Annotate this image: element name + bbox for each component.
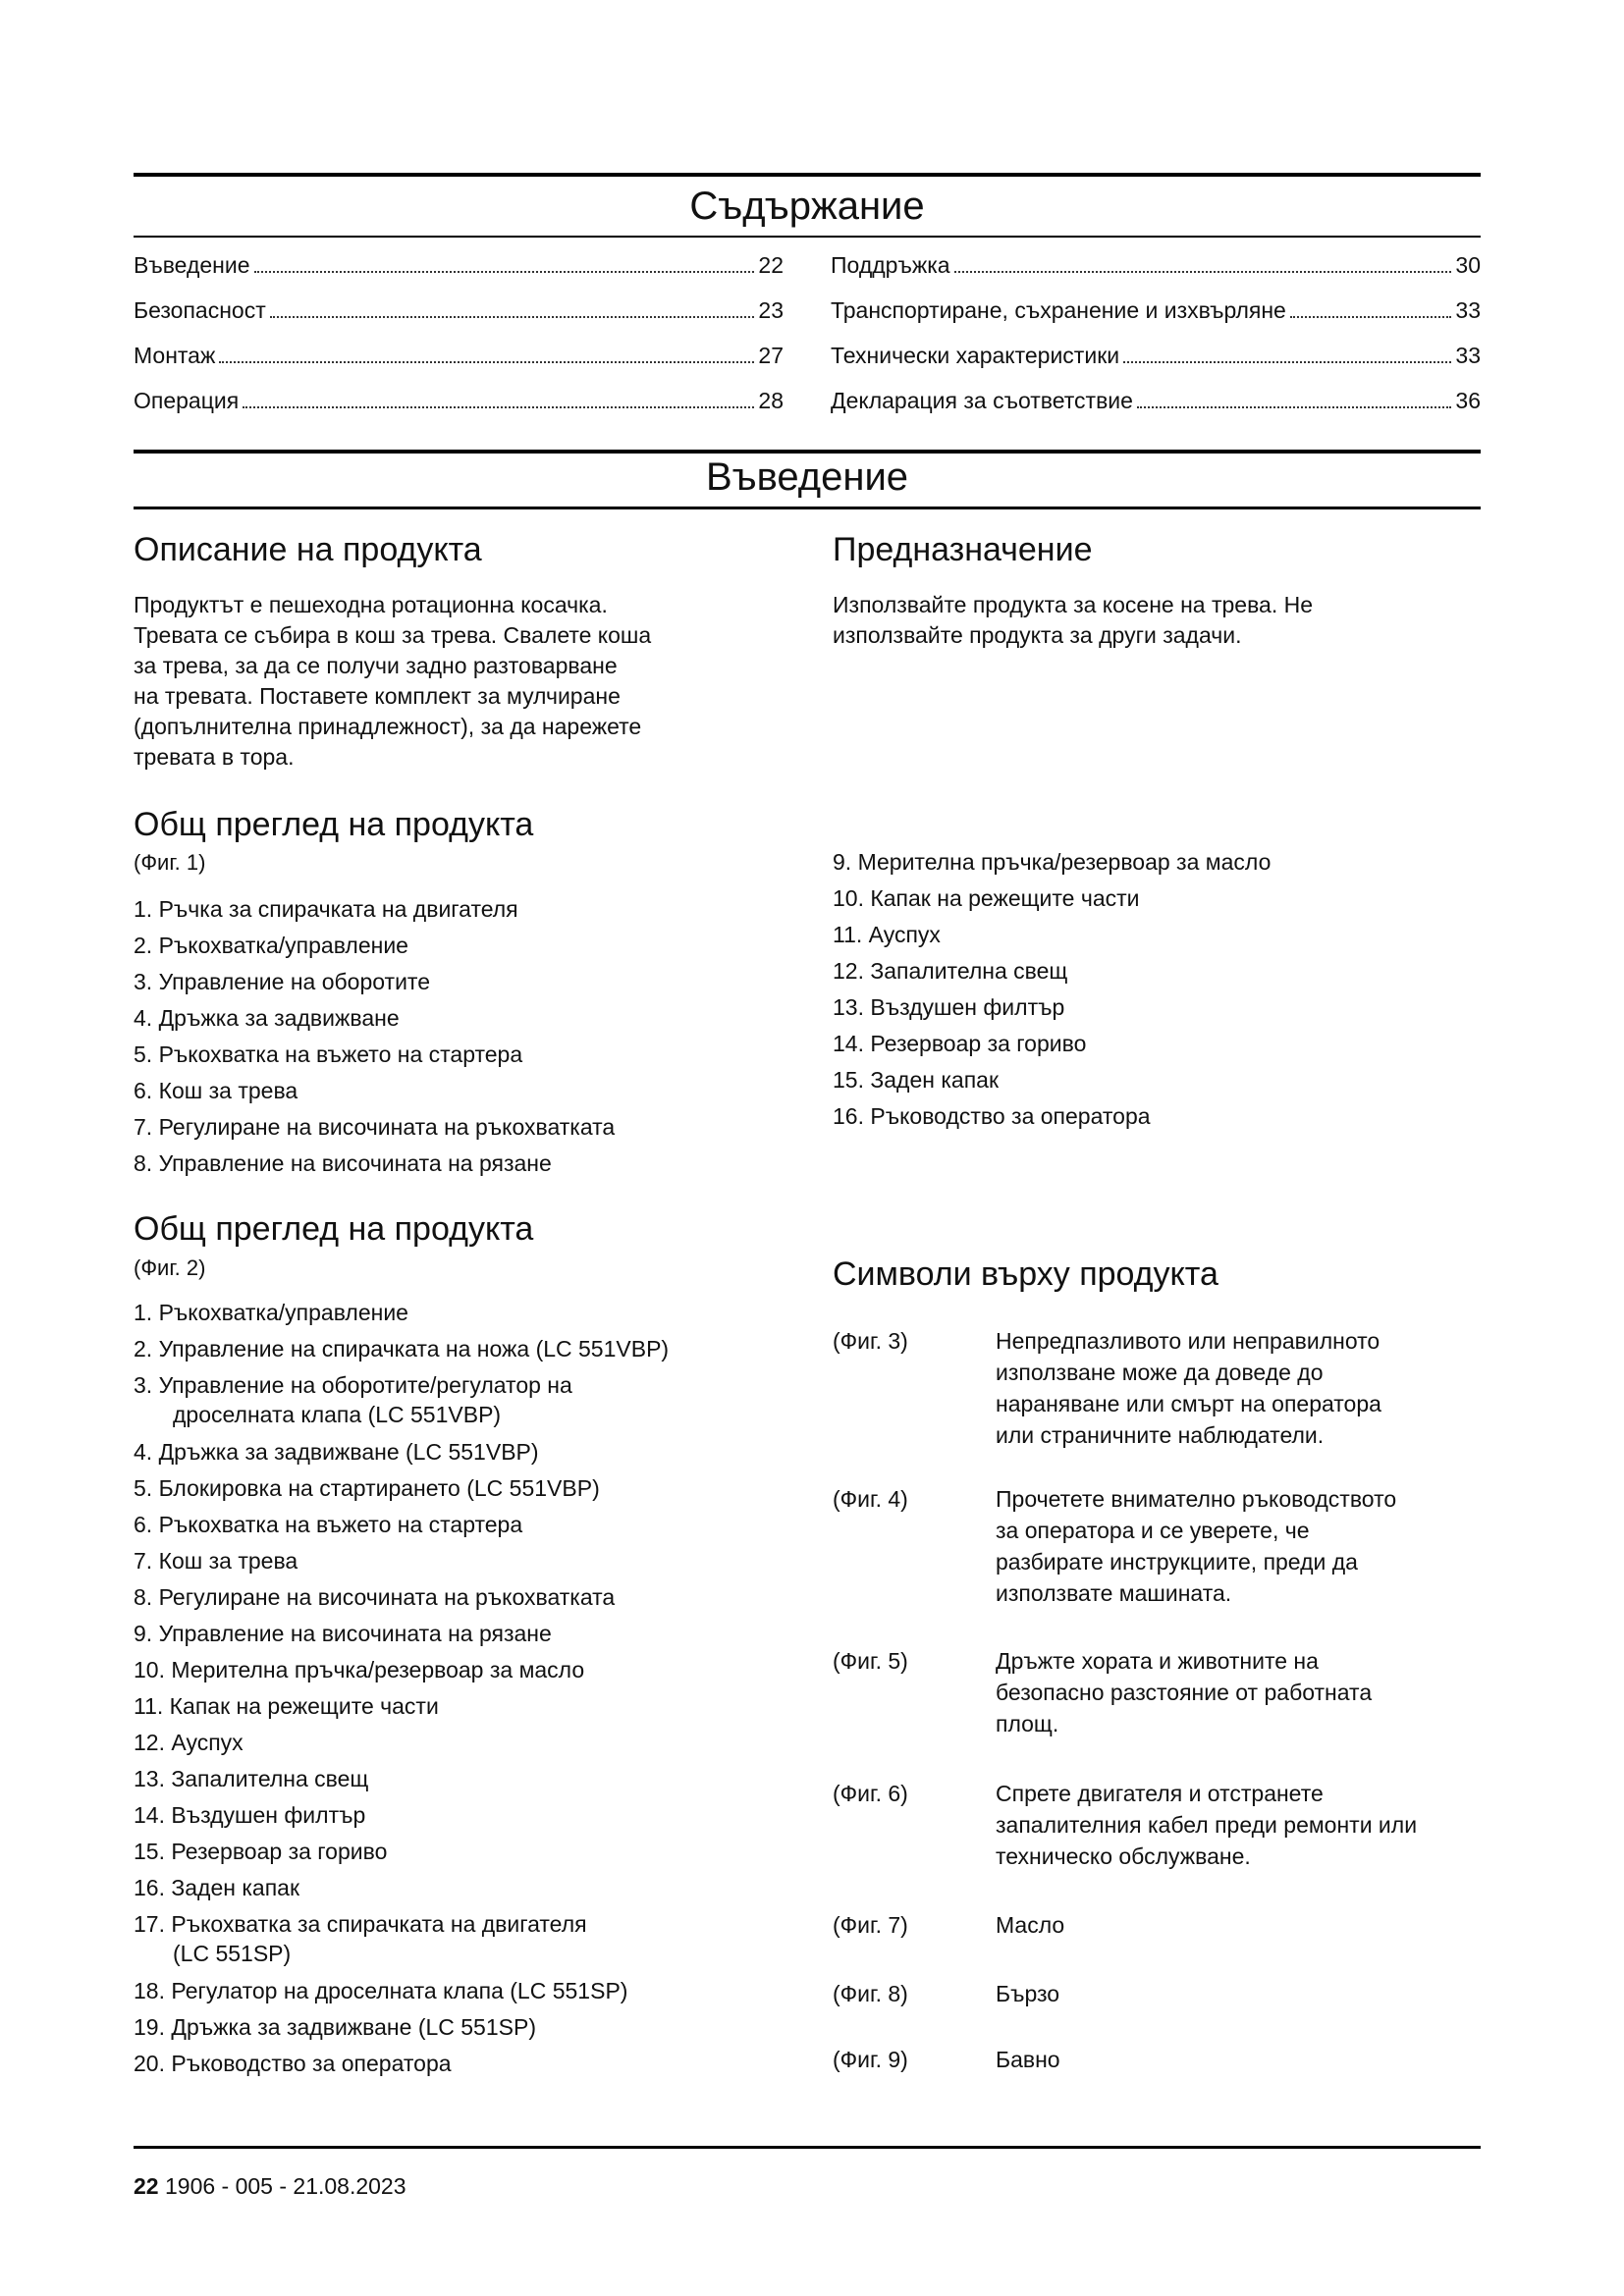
list-item: 2. Управление на спирачката на ножа (LC 551VBP) <box>134 1336 670 1362</box>
footer-rule <box>134 2146 1481 2149</box>
list-item: 1. Ръчка за спирачката на двигателя <box>134 896 518 922</box>
list-item: 11. Ауспух <box>833 922 941 947</box>
symbols-heading: Символи върху продукта <box>833 1255 1218 1293</box>
list-item: 5. Блокировка на стартирането (LC 551VBP) <box>134 1475 600 1501</box>
overview1-list-right <box>833 847 1481 1138</box>
list-item: 5. Ръкохватка на въжето на стартера <box>134 1041 523 1067</box>
list-item: 7. Кош за трева <box>134 1548 298 1574</box>
overview2-fig-ref: (Фиг. 2) <box>134 1255 206 1280</box>
list-item: 17. Ръкохватка за спирачката на двигателя (LC 551SP) <box>134 1911 587 1966</box>
toc-entry[interactable]: Технически характеристики 33 <box>831 343 1481 368</box>
description-text: Продуктът е пешеходна ротационна косачка. Тревата се събира в кош за трева. Свалете коша за трева, за да се получи задно разтоварване на тревата. Поставете комплект за мулчиране (допълнителна принадлежност), за да нарежете тревата в тора. <box>134 592 652 770</box>
list-item: 10. Мерителна пръчка/резервоар за масло <box>134 1657 585 1682</box>
toc-right-column <box>831 252 1481 433</box>
overview2-heading: Общ преглед на продукта <box>134 1210 534 1248</box>
list-item: 15. Резервоар за гориво <box>134 1839 388 1864</box>
toc-entry[interactable]: Поддръжка 30 <box>831 252 1481 278</box>
list-item: 10. Капак на режещите части <box>833 885 1140 911</box>
list-item: 3. Управление на оборотите/регулатор на дроселната клапа (LC 551VBP) <box>134 1372 572 1427</box>
toc-title: Съдържание <box>689 185 925 228</box>
list-item: 6. Ръкохватка на въжето на стартера <box>134 1512 523 1537</box>
overview1-list-left <box>134 894 782 1185</box>
toc-entry[interactable]: Транспортиране, съхранение и изхвърляне 33 <box>831 297 1481 323</box>
list-item: 4. Дръжка за задвижване <box>134 1005 400 1031</box>
overview2-list <box>134 1298 801 2085</box>
overview1-heading: Общ преглед на продукта <box>134 806 534 843</box>
list-item: 15. Заден капак <box>833 1067 1000 1093</box>
list-item: 3. Управление на оборотите <box>134 969 430 994</box>
toc-top-rule <box>134 173 1481 177</box>
list-item: 1. Ръкохватка/управление <box>134 1300 408 1325</box>
list-item: 2. Ръкохватка/управление <box>134 933 408 958</box>
document-info: 1906 - 005 - 21.08.2023 <box>164 2173 406 2199</box>
list-item: 14. Резервоар за гориво <box>833 1031 1087 1056</box>
list-item: 6. Кош за трева <box>134 1078 298 1103</box>
list-item: 13. Запалителна свещ <box>134 1766 369 1791</box>
toc-entry[interactable]: Въведение 22 <box>134 252 784 278</box>
toc-entry[interactable]: Монтаж 27 <box>134 343 784 368</box>
footer <box>134 2173 406 2200</box>
list-item: 12. Запалителна свещ <box>833 958 1068 984</box>
toc-entry[interactable]: Безопасност 23 <box>134 297 784 323</box>
manual-page: Съдържание Въведение 22 Безопасност 23 Монтаж 27 Операция 28 Поддръжка 30 Транспортиране, съхранение и изхвърляне 33 Технически характеристики 33 Декларация за съответствие 36 Въведение Описание на продукта Продуктът е пешеходна ротационна косачка. Тревата се събира в кош за трева. Свалете коша за трева, за да се получи задно разтоварване на тревата. Поставете комплект за мулчиране (допълнителна принадлежност), за да нарежете тревата в тора. Предназначение Използвайте продукта за косене на трева. Не използвайте продукта за други задачи. Общ преглед на продукта (Фиг. 1) 1. Ръчка за спирачката на двигателя 2. Ръкохватка/управление 3. Управление на оборотите 4. Дръжка за задвижване 5. Ръкохватка на въжето на стартера 6. Кош за трева 7. Регулиране на височината на ръкохватката 8. Управление на височината на рязане 9. Мерителна пръчка/резервоар за масло 10. Капак на режещите части 11. Ауспух 12. Запалителна свещ 13. Въздушен филтър 14. Резервоар за гориво 15. Заден капак 16. Ръководство за оператора Общ преглед на продукта (Фиг. 2) 1. Ръкохватка/управление 2. Управление на спирачката на ножа (LC 551VBP) 3. Управление на оборотите/регулатор на дроселната клапа (LC 551VBP) 4. Дръжка за задвижване (LC 551VBP) 5. Блокировка на стартирането (LC 551VBP) 6. Ръкохватка на въжето на стартера 7. Кош за трева 8. Регулиране на височината на ръкохватката 9. Управление на височината на рязане 10. Мерителна пръчка/резервоар за масло 11. Капак на режещите части 12. Ауспух 13. Запалителна свещ 14. Въздушен филтър 15. Резервоар за гориво 16. Заден капак 17. Ръкохватка за спирачката на двигателя (LC 551SP) 18. Регулатор на дроселната клапа (LC 551SP) 19. Дръжка за задвижване (LC 551SP) 20. Ръководство за оператора Символи върху продукта (Фиг. 3) Непредпазливото или неправилното използване може да доведе до нараняване или смърт на оператора или страничните наблюдатели. (Фиг. 4) Прочетете внимателно ръководството за оператора и се уверете, че разбирате инструкциите, преди да използвате машината. (Фиг. 5) Дръжте хората и животните на безопасно разстояние от работната площ. (Фиг. 6) Спрете двигателя и отстранете запалителния кабел преди ремонти или техническо обслужване. (Фиг. 7) Масло (Фиг. 8) Бързо (Фиг. 9) Бавно 22 1906 - 005 - 21.08.2023 <box>134 0 1481 2296</box>
toc-left-column <box>134 252 784 433</box>
purpose-text: Използвайте продукта за косене на трева. Не използвайте продукта за други задачи. <box>833 592 1314 648</box>
list-item: 19. Дръжка за задвижване (LC 551SP) <box>134 2014 536 2040</box>
overview1-fig-ref: (Фиг. 1) <box>134 850 206 875</box>
list-item: 12. Ауспух <box>134 1730 244 1755</box>
list-item: 8. Управление на височината на рязане <box>134 1150 552 1176</box>
list-item: 4. Дръжка за задвижване (LC 551VBP) <box>134 1439 539 1465</box>
intro-top-rule <box>134 450 1481 454</box>
list-item: 18. Регулатор на дроселната клапа (LC 551SP) <box>134 1978 628 2003</box>
intro-title: Въведение <box>705 455 909 499</box>
intro-bottom-rule <box>134 507 1481 509</box>
list-item: 8. Регулиране на височината на ръкохватката <box>134 1584 616 1610</box>
page-number: 22 <box>134 2173 159 2199</box>
purpose-heading: Предназначение <box>833 531 1093 568</box>
toc-entry[interactable]: Декларация за съответствие 36 <box>831 388 1481 413</box>
list-item: 20. Ръководство за оператора <box>134 2051 452 2076</box>
description-heading: Описание на продукта <box>134 531 482 568</box>
list-item: 16. Ръководство за оператора <box>833 1103 1151 1129</box>
list-item: 11. Капак на режещите части <box>134 1693 439 1719</box>
toc-bottom-rule <box>134 236 1481 238</box>
list-item: 9. Мерителна пръчка/резервоар за масло <box>833 849 1272 875</box>
list-item: 16. Заден капак <box>134 1875 300 1900</box>
list-item: 7. Регулиране на височината на ръкохватката <box>134 1114 616 1140</box>
list-item: 13. Въздушен филтър <box>833 994 1065 1020</box>
toc-entry[interactable]: Операция 28 <box>134 388 784 413</box>
list-item: 9. Управление на височината на рязане <box>134 1621 552 1646</box>
list-item: 14. Въздушен филтър <box>134 1802 366 1828</box>
